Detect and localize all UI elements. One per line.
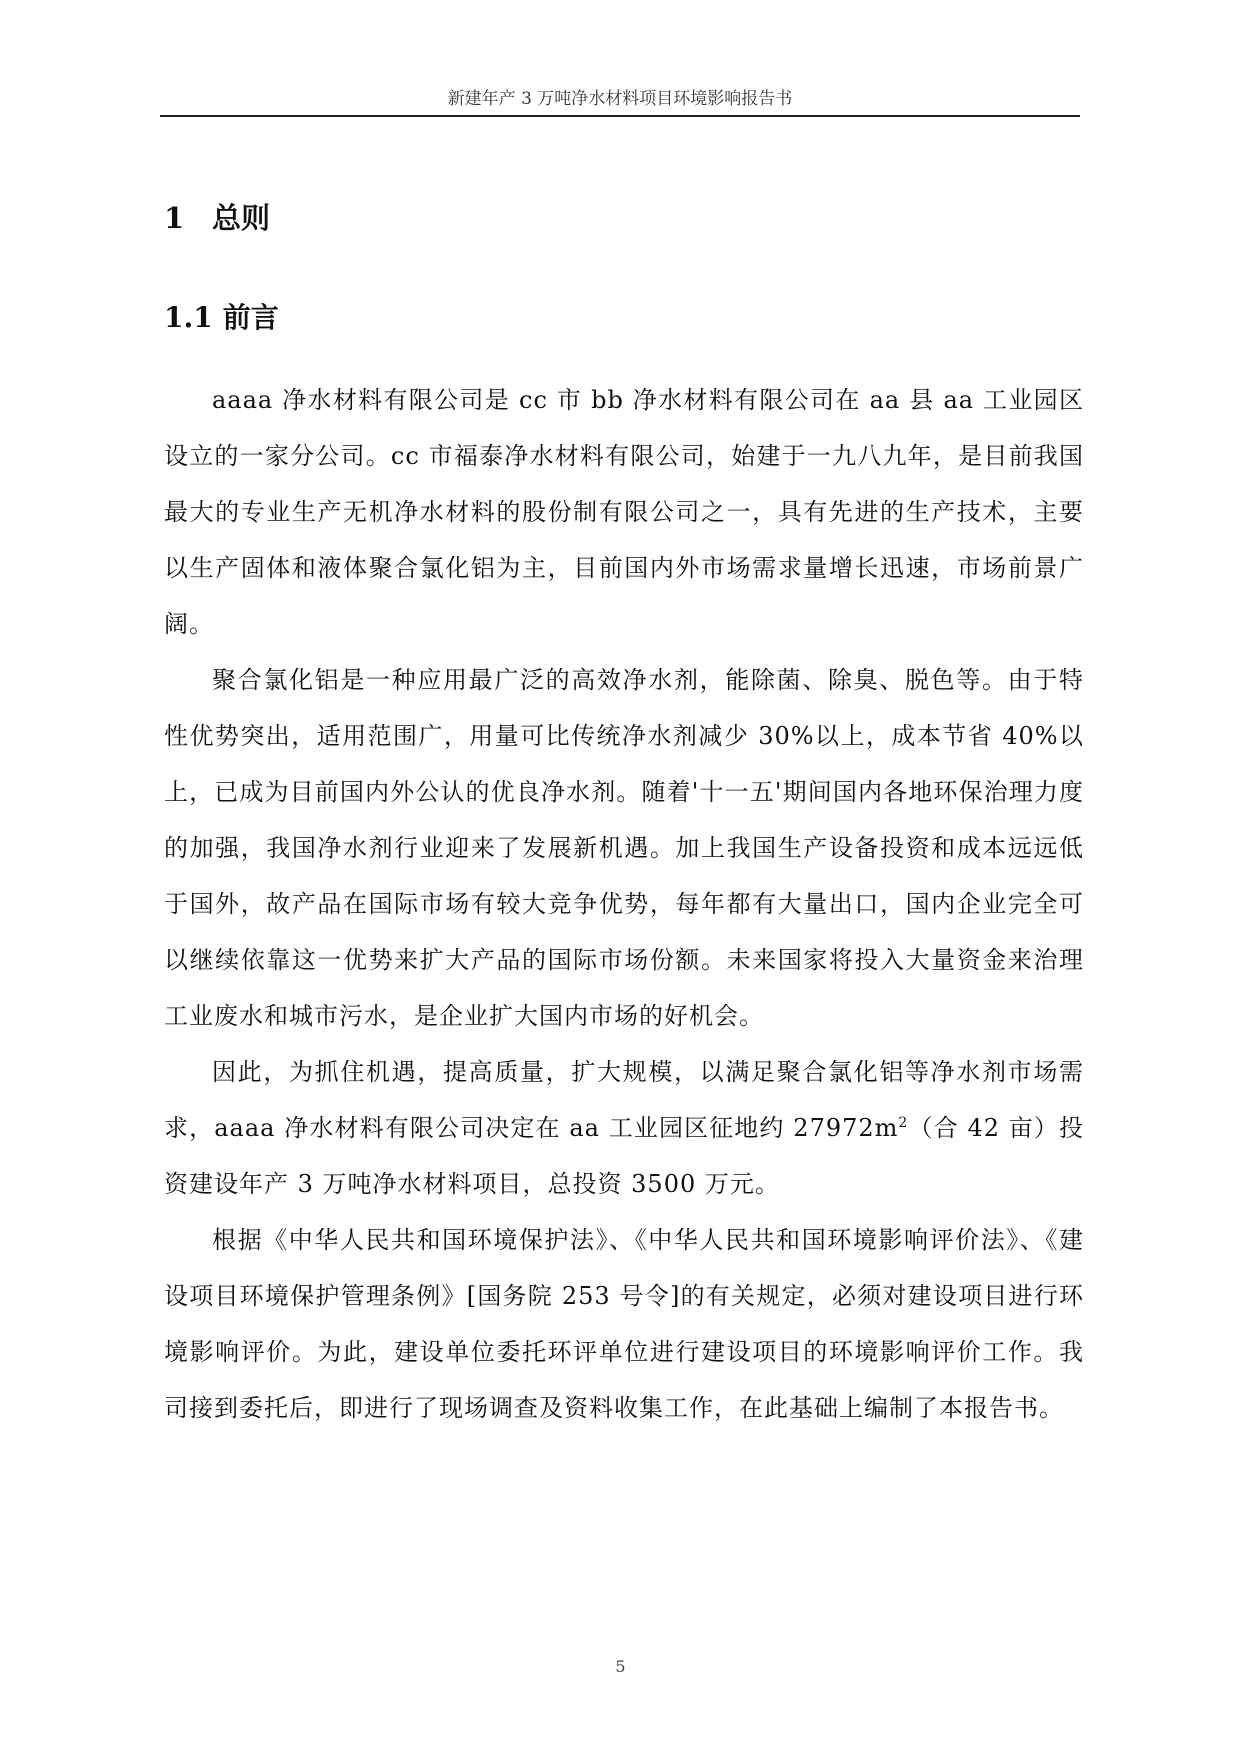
paragraph-project-text-after: （合 42 亩）投资建设年产 3 万吨净水材料项目，总投资 3500 万元。 xyxy=(164,1114,1084,1198)
chapter-title-text: 总则 xyxy=(212,201,271,235)
area-unit-superscript: 2 xyxy=(898,1115,909,1131)
section-title-text: 前言 xyxy=(222,301,279,334)
chapter-title xyxy=(164,196,270,237)
running-header: 新建年产 3 万吨净水材料项目环境影响报告书 xyxy=(447,89,793,109)
paragraph-legal-basis: 根据《中华人民共和国环境保护法》、《中华人民共和国环境影响评价法》、《建设项目环境保护管理条例》[国务院 253 号令]的有关规定，必须对建设项目进行环境影响评价。为此，建设单位委托环评单位进行建设项目的环境影响评价工作。我司接到委托后，即进行了现场调查及资料收集工作，在此基础上编制了本报告书。 xyxy=(164,1226,1084,1422)
paragraph-market-background: 聚合氯化铝是一种应用最广泛的高效净水剂，能除菌、除臭、脱色等。由于特性优势突出，适用范围广，用量可比传统净水剂减少 30%以上，成本节省 40%以上，已成为目前国内外公认的优良净水剂。随着'十一五'期间国内各地环保治理力度的加强，我国净水剂行业迎来了发展新机遇。加上我国生产设备投资和成本远远低于国外，故产品在国际市场有较大竞争优势，每年都有大量出口，国内企业完全可以继续依靠这一优势来扩大产品的国际市场份额。未来国家将投入大量资金来治理工业废水和城市污水，是企业扩大国内市场的好机会。 xyxy=(164,666,1084,1030)
paragraph-project-decision xyxy=(164,1044,1084,1212)
chapter-number: 1 xyxy=(164,201,185,235)
section-title xyxy=(164,296,279,336)
body-text xyxy=(164,372,1084,1436)
paragraph-company-intro: aaaa 净水材料有限公司是 cc 市 bb 净水材料有限公司在 aa 县 aa 工业园区设立的一家分公司。cc 市福泰净水材料有限公司，始建于一九八九年，是目前我国最大的专业生产无机净水材料的股份制有限公司之一，具有先进的生产技术，主要以生产固体和液体聚合氯化铝为主，目前国内外市场需求量增长迅速，市场前景广阔。 xyxy=(164,386,1084,638)
page-number: 5 xyxy=(615,1657,626,1676)
header-rule xyxy=(160,115,1080,117)
section-number: 1.1 xyxy=(164,301,213,334)
paragraph-project-text-before: 因此，为抓住机遇，提高质量，扩大规模，以满足聚合氯化铝等净水剂市场需求，aaaa 净水材料有限公司决定在 aa 工业园区征地约 27972m xyxy=(164,1058,1084,1142)
